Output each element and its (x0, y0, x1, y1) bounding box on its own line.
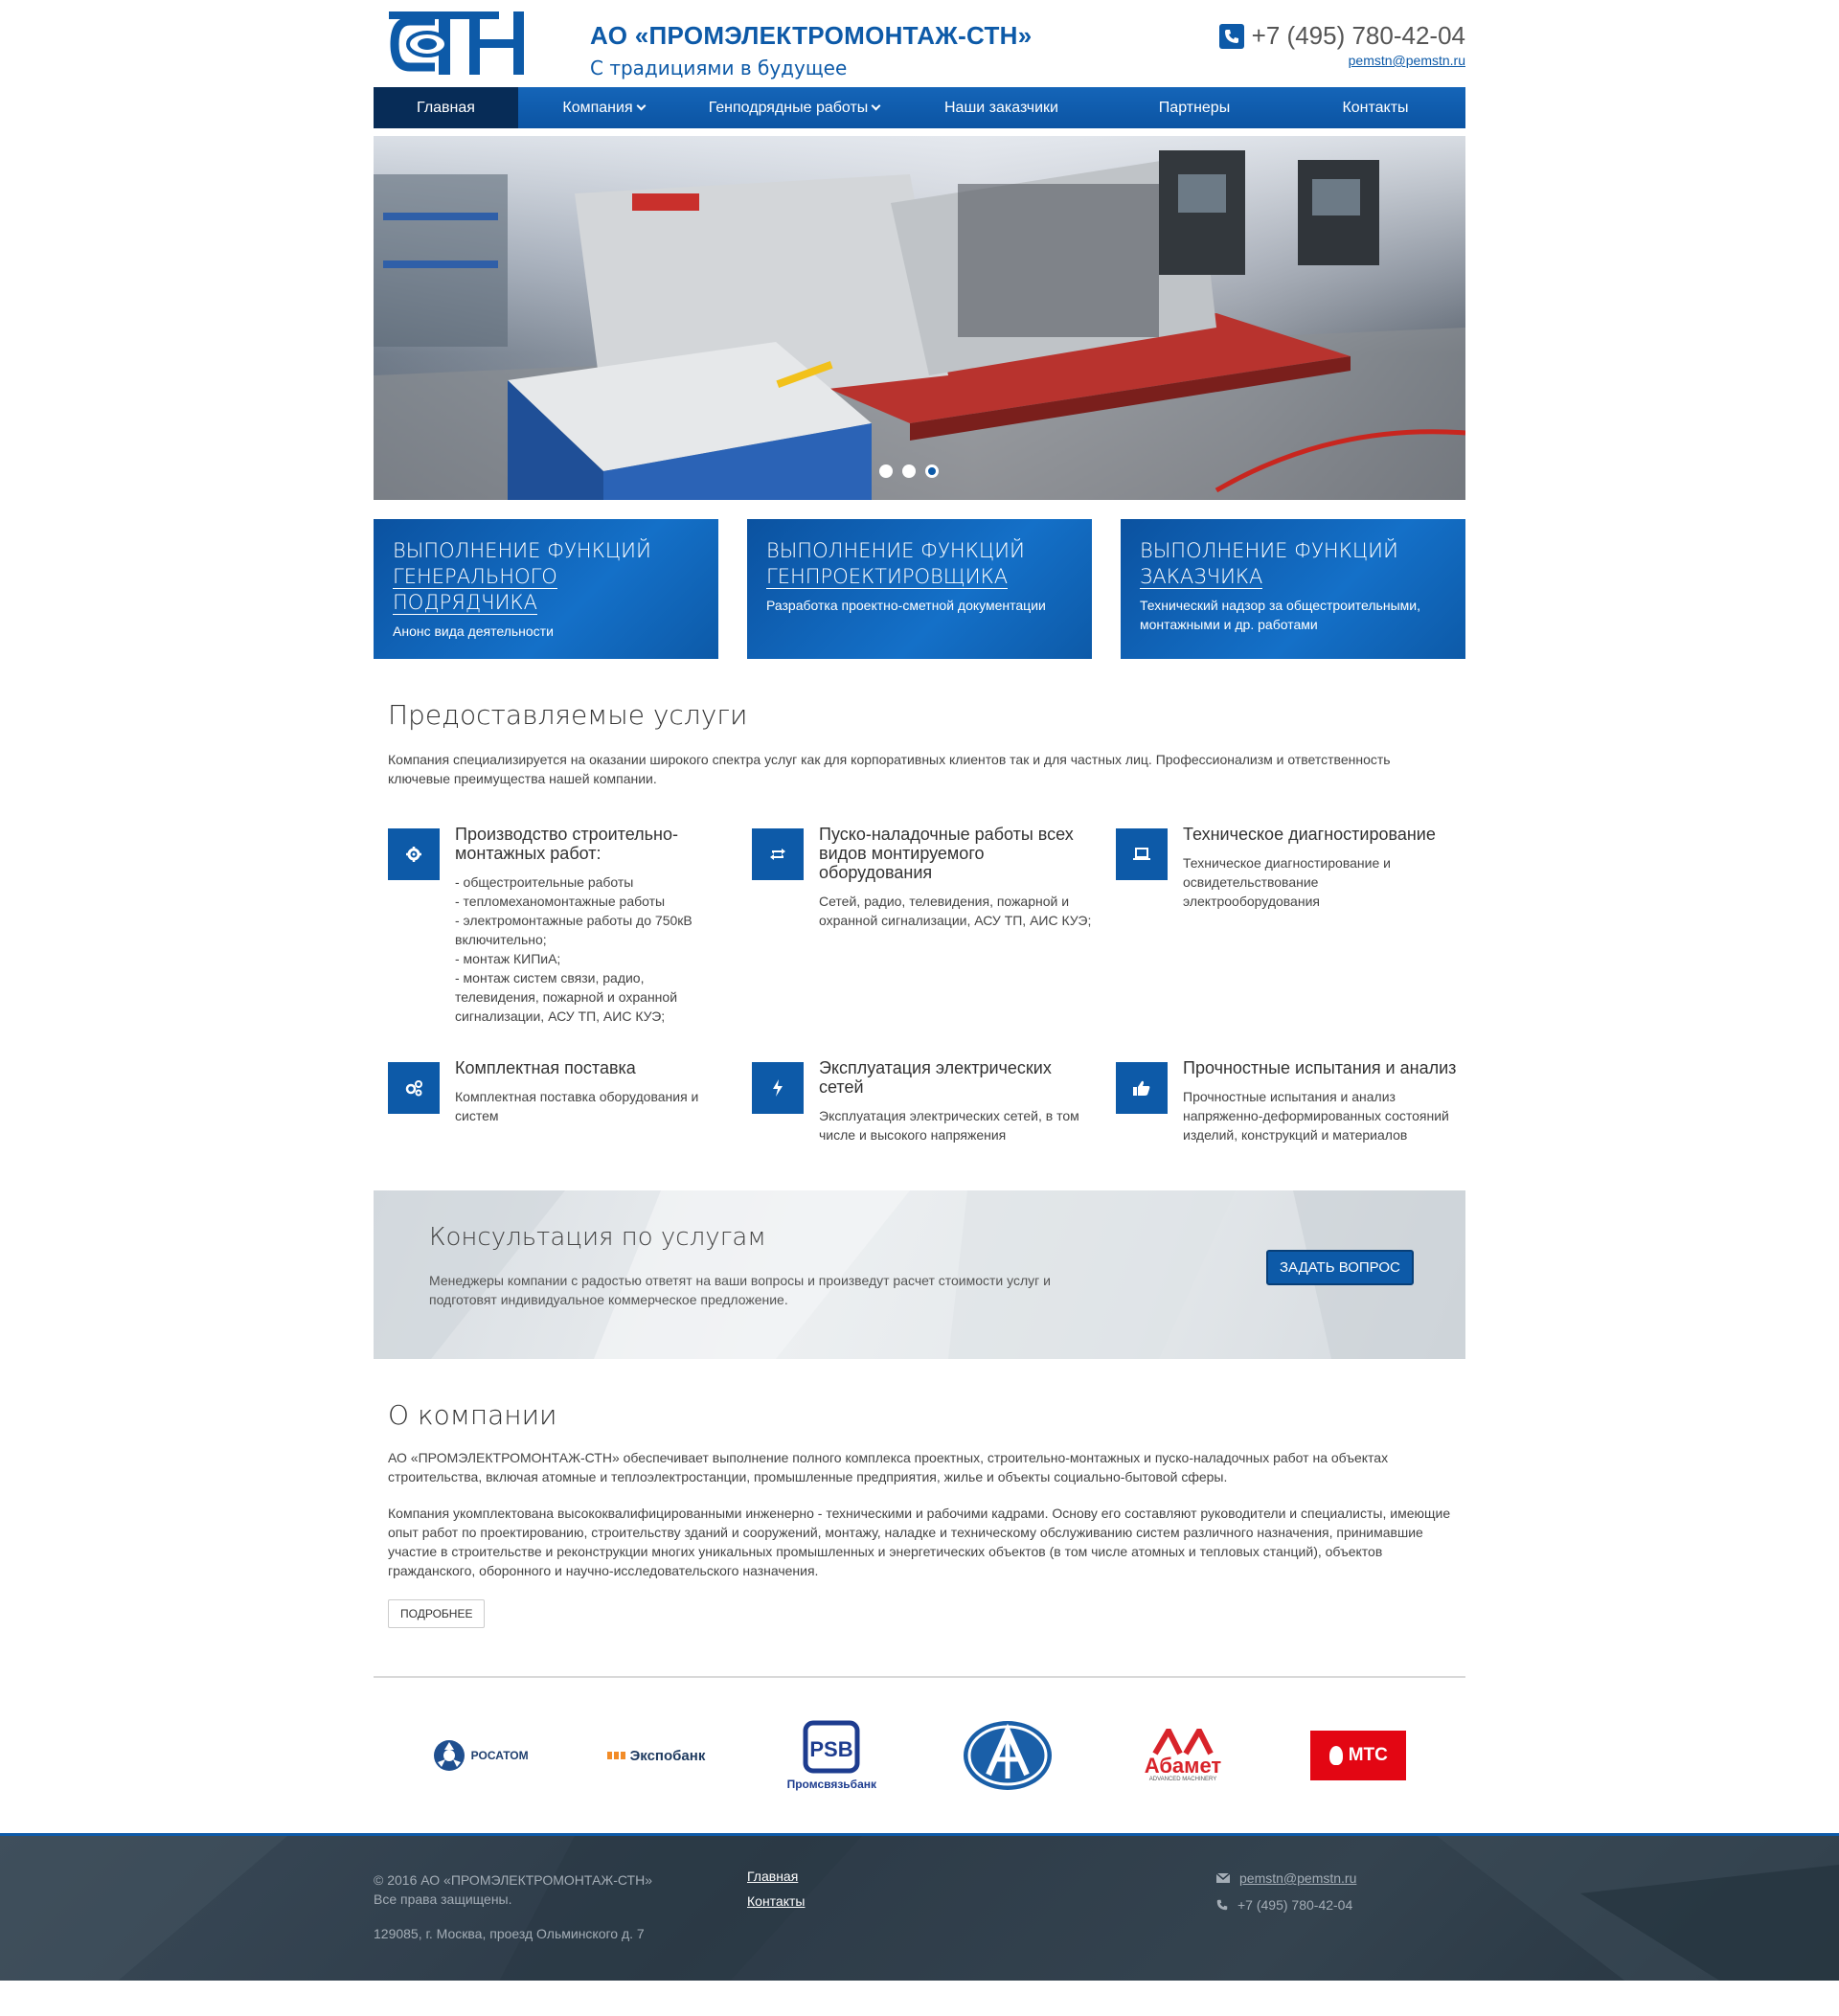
feature-general-designer[interactable] (747, 519, 1092, 659)
gear-icon (388, 828, 440, 880)
retweet-icon (752, 828, 804, 880)
footer-copyright (374, 1870, 652, 1909)
footer-email-row (1216, 1870, 1356, 1886)
page-container (374, 0, 1465, 1833)
phone-icon (1216, 1899, 1228, 1911)
feature-title-line1: ВЫПОЛНЕНИЕ ФУНКЦИЙ (1140, 539, 1398, 562)
service-item (388, 825, 752, 1026)
partner-name: РОСАТОМ (470, 1749, 529, 1762)
service-text: Прочностные испытания и анализ напряженно-деформированных состояний изделий, конструкций и материалов (1183, 1089, 1449, 1143)
ask-question-button[interactable]: ЗАДАТЬ ВОПРОС (1266, 1250, 1414, 1285)
footer-email-link[interactable]: pemstn@pemstn.ru (1239, 1870, 1357, 1886)
feature-general-contractor[interactable] (374, 519, 718, 659)
nav-item-company[interactable] (518, 87, 689, 128)
about-section (374, 1399, 1465, 1628)
services-intro: Компания специализируется на оказании широкого спектра услуг как для корпоративных клиентов так и для частных лиц. Профессионализм и ответственность ключевые преимущества нашей компании. (388, 752, 1391, 786)
feature-text: Технический надзор за общестроительными, монтажными и др. работами (1140, 598, 1420, 632)
service-title: Эксплуатация электрических сетей (819, 1058, 1052, 1097)
bolt-icon (752, 1062, 804, 1114)
slider-dots (879, 464, 939, 478)
footer-address: 129085, г. Москва, проезд Ольминского д. 7 (374, 1926, 645, 1941)
footer-phone-text: +7 (495) 780-42-04 (1237, 1897, 1353, 1913)
phone-icon (1219, 24, 1244, 49)
services-title: Предоставляемые услуги (388, 699, 748, 731)
footer-phone-row (1216, 1897, 1356, 1913)
service-text: Техническое диагностирование и освидетельствование электрооборудования (1183, 855, 1391, 909)
feature-text: Анонс вида деятельности (393, 623, 554, 639)
feature-title-line2: ГЕНЕРАЛЬНОГО ПОДРЯДЧИКА (393, 565, 557, 614)
footer-contacts (1216, 1870, 1356, 1913)
header-phone[interactable] (1219, 21, 1465, 51)
emblem-logo-icon (960, 1717, 1056, 1794)
consult-banner (374, 1190, 1465, 1359)
site-footer (0, 1833, 1839, 1981)
footer-links (747, 1869, 805, 1909)
partner-mts[interactable] (1305, 1712, 1411, 1799)
nav-item-customers[interactable] (899, 87, 1103, 128)
partner-subtitle: ADVANCED MACHINERY (1148, 1777, 1217, 1782)
feature-customer[interactable] (1121, 519, 1465, 659)
hero-slide-image (374, 136, 1465, 500)
nav-item-label: Партнеры (1158, 99, 1231, 116)
nav-item-partners[interactable] (1103, 87, 1285, 128)
nav-item-label: Контакты (1342, 99, 1409, 116)
service-item (1116, 1058, 1480, 1144)
laptop-icon (1116, 828, 1168, 880)
feature-title (393, 538, 699, 616)
nav-item-contacts[interactable] (1285, 87, 1465, 128)
service-text: - общестроительные работы - тепломеханомонтажные работы - электромонтажные работы до 750кВ включительно; - монтаж КИПиА; - монтаж систем связи, радио, телевидения, пожарной и охранной сигнализации, АСУ ТП, АИС КУЭ; (455, 874, 692, 1024)
service-item (388, 1058, 752, 1144)
nav-item-label: Наши заказчики (944, 99, 1058, 116)
services-section (374, 699, 1465, 1144)
company-logo[interactable] (389, 8, 533, 80)
nav-item-label: Компания (562, 99, 633, 116)
partner-psb[interactable] (779, 1712, 884, 1799)
service-title: Техническое диагностирование (1183, 825, 1436, 844)
consult-text: Менеджеры компании с радостью ответят на ваши вопросы и произведут расчет стоимости услуг и подготовят индивидуальное коммерческое предложение. (429, 1273, 1051, 1307)
more-button[interactable]: ПОДРОБНЕЕ (388, 1599, 485, 1628)
footer-link-home[interactable]: Главная (747, 1869, 799, 1884)
service-title: Пуско-наладочные работы всех видов монтируемого оборудования (819, 825, 1074, 882)
company-slogan: С традициями в будущее (590, 57, 848, 79)
header-contacts (1219, 21, 1465, 69)
consult-title: Консультация по услугам (429, 1223, 766, 1252)
partner-name: Экспобанк (629, 1747, 706, 1764)
chevron-down-icon (872, 102, 881, 111)
feature-title-line1: ВЫПОЛНЕНИЕ ФУНКЦИЙ (393, 539, 651, 562)
service-item (752, 1058, 1116, 1144)
company-name: АО «ПРОМЭЛЕКТРОМОНТАЖ-СТН» (590, 21, 1033, 50)
abamet-logo-icon (1149, 1729, 1216, 1756)
brand-block (590, 21, 1033, 79)
partner-name: МТС (1348, 1745, 1388, 1765)
feature-boxes (374, 519, 1465, 659)
feature-text: Разработка проектно-сметной документации (766, 598, 1046, 613)
nav-item-label: Генподрядные работы (708, 99, 869, 116)
main-nav (374, 87, 1465, 128)
service-item (1116, 825, 1480, 1026)
stn-logo-icon (389, 8, 533, 80)
expobank-logo-icon (607, 1752, 625, 1759)
service-text: Комплектная поставка оборудования и систем (455, 1089, 699, 1123)
header-phone-text: +7 (495) 780-42-04 (1251, 21, 1465, 50)
footer-link-contacts[interactable]: Контакты (747, 1893, 806, 1909)
partner-expobank[interactable] (603, 1712, 709, 1799)
about-paragraph-1: АО «ПРОМЭЛЕКТРОМОНТАЖ-СТН» обеспечивает выполнение полного комплекса проектных, строительно-монтажных и пуско-наладочных работ на объектах строительства, включая атомные и теплоэлектростанции, промышленные предприятия, жилье и объекты социально-бытовой сферы. (388, 1450, 1389, 1484)
partner-emblem[interactable] (955, 1712, 1060, 1799)
services-grid (388, 825, 1457, 1144)
psb-logo-icon (803, 1720, 860, 1774)
feature-title-line1: ВЫПОЛНЕНИЕ ФУНКЦИЙ (766, 539, 1025, 562)
rights-text: Все права защищены. (374, 1891, 512, 1907)
service-title: Комплектная поставка (455, 1058, 636, 1077)
chevron-down-icon (636, 102, 646, 111)
about-paragraph-2: Компания укомплектована высококвалифицированными инженерно - техническими и рабочими кадрами. Основу его составляют руководители и специалисты, имеющие опыт работ по проектированию, строительству зданий и сооружений, монтажу, наладке и техническому обслуживанию систем различного назначения, принимавшие участие в строительстве и реконструкции многих уникальных промышленных и энергетических объектов (в том числе атомных и тепловых станций), объектов гражданского, оборонного и научно-исследовательского назначения. (388, 1506, 1451, 1578)
service-text: Эксплуатация электрических сетей, в том числе и высокого напряжения (819, 1108, 1079, 1143)
partner-name: Абамет (1144, 1754, 1222, 1778)
service-title: Прочностные испытания и анализ (1183, 1058, 1457, 1077)
about-title: О компании (388, 1399, 557, 1431)
feature-title-line2: ЗАКАЗЧИКА (1140, 565, 1263, 588)
slider-dot-1[interactable] (879, 464, 893, 478)
gears-icon (388, 1062, 440, 1114)
hero-slider[interactable] (374, 136, 1465, 500)
partner-name: Промсвязьбанк (786, 1778, 877, 1791)
service-title: Производство строительно-монтажных работ: (455, 825, 678, 863)
feature-title (766, 538, 1073, 590)
partner-rosatom[interactable] (428, 1712, 534, 1799)
rosatom-logo-icon (433, 1739, 465, 1772)
svg-text:PSB: PSB (809, 1737, 853, 1761)
site-header (374, 0, 1465, 87)
copyright-text: © 2016 АО «ПРОМЭЛЕКТРОМОНТАЖ-СТН» (374, 1872, 652, 1888)
slider-dot-2[interactable] (902, 464, 916, 478)
slider-dot-3[interactable] (925, 464, 939, 478)
envelope-icon (1216, 1873, 1230, 1883)
mts-egg-icon (1329, 1746, 1343, 1765)
partners-strip (374, 1678, 1465, 1833)
service-item (752, 825, 1116, 1026)
partner-abamet[interactable] (1130, 1712, 1236, 1799)
nav-item-general-contracting[interactable] (689, 87, 899, 128)
feature-title (1140, 538, 1446, 590)
thumbs-up-icon (1116, 1062, 1168, 1114)
service-text: Сетей, радио, телевидения, пожарной и охранной сигнализации, АСУ ТП, АИС КУЭ; (819, 894, 1092, 928)
header-email-link[interactable]: pemstn@pemstn.ru (1348, 53, 1465, 68)
feature-title-line2: ГЕНПРОЕКТИРОВЩИКА (766, 565, 1009, 588)
nav-item-home[interactable] (374, 87, 518, 128)
nav-item-label: Главная (417, 99, 475, 116)
